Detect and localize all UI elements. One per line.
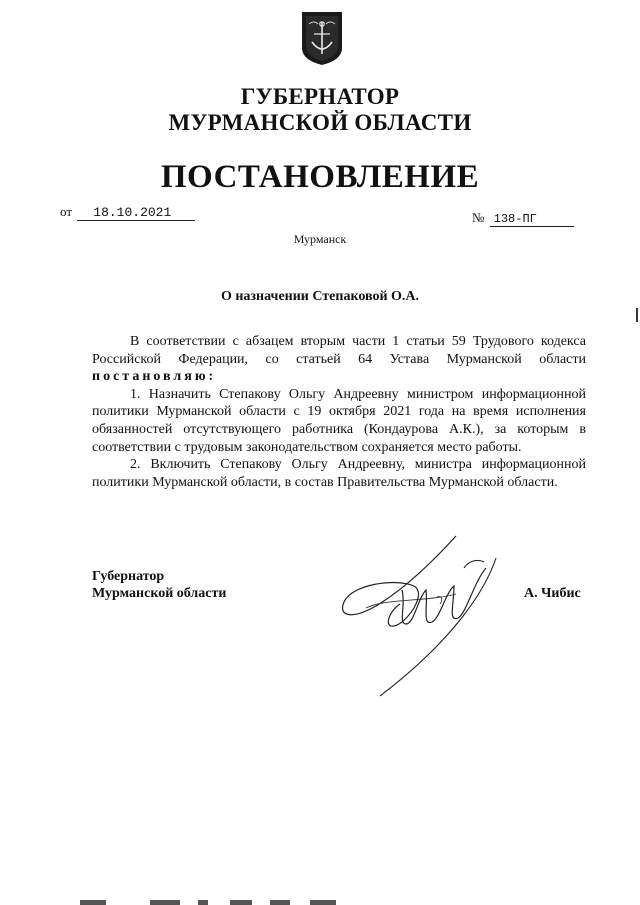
position-line2: Мурманской области <box>92 586 227 601</box>
signatory-position <box>92 568 226 602</box>
number-value: 138-ПГ <box>490 212 574 227</box>
item-1: 1. Назначить Степакову Ольгу Андреевну министром информационной политики Мурманской области с 19 октября 2021 года на время исполнения обязанностей отсутствующего работника (Кондаурова А.К.), за которым в соответствии с трудовым законодательством сохраняется место работы. <box>92 386 586 455</box>
coat-of-arms-icon <box>300 10 344 66</box>
date-value: 18.10.2021 <box>77 205 195 221</box>
bottom-scan-artifact <box>80 898 340 905</box>
signatory-name: А. Чибис <box>524 586 581 601</box>
position-line1: Губернатор <box>92 569 165 584</box>
decree-word: постановляю: <box>92 369 217 385</box>
handwritten-signature-icon <box>336 528 526 700</box>
issuer-title-line1: ГУБЕРНАТОР <box>240 84 400 109</box>
document-body <box>92 333 586 491</box>
intro-paragraph <box>92 333 586 386</box>
document-subject: О назначении Степаковой О.А. <box>220 289 420 304</box>
document-number <box>472 210 574 227</box>
number-prefix: № <box>472 210 485 225</box>
item-2: 2. Включить Степакову Ольгу Андреевну, министра информационной политики Мурманской области, в состав Правительства Мурманской области. <box>92 457 586 490</box>
issuer-title-line2: МУРМАНСКОЙ ОБЛАСТИ <box>168 110 472 135</box>
document-type: ПОСТАНОВЛЕНИЕ <box>160 159 480 195</box>
city: Мурманск <box>293 232 347 246</box>
date-prefix: от <box>60 204 73 219</box>
document-date <box>60 204 195 221</box>
intro-text: В соответствии с абзацем вторым части 1 статьи 59 Трудового кодекса Российской Федерации, со статьей 64 Устава Мурманской области <box>92 334 586 367</box>
edge-scan-mark <box>636 308 638 322</box>
